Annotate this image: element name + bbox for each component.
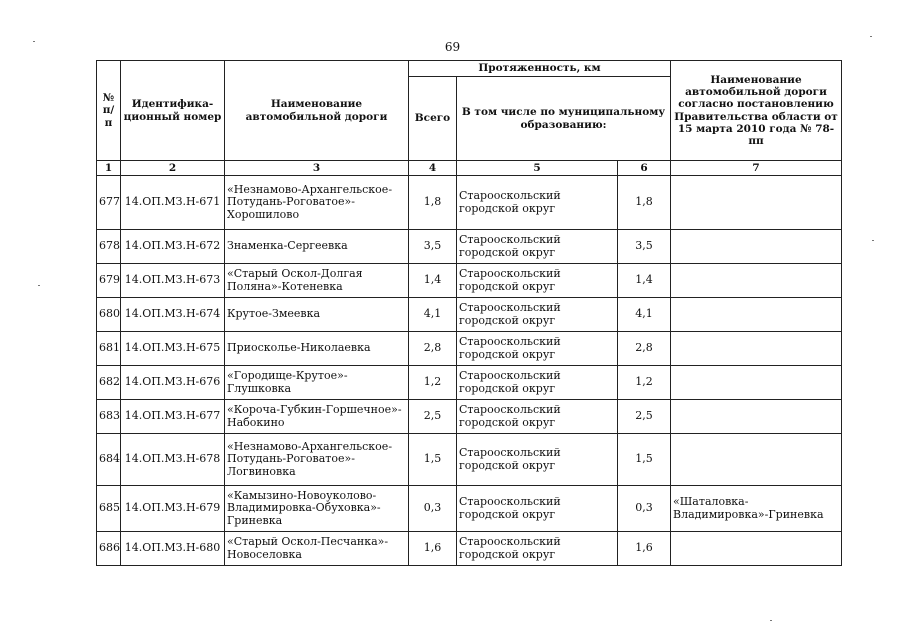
row-length: 0,3	[618, 486, 671, 532]
row-municipality: Старооскольский городской округ	[457, 230, 618, 264]
row-municipality: Старооскольский городской округ	[457, 434, 618, 486]
row-road-name: Знаменка-Сергеевка	[225, 230, 409, 264]
table-row	[97, 230, 842, 264]
column-number: 1	[97, 161, 121, 176]
row-id: 14.ОП.МЗ.Н-676	[121, 366, 225, 400]
row-prev-name: «Шаталовка-Владимировка»-Гриневка	[671, 486, 842, 532]
table-row	[97, 366, 842, 400]
row-road-name: «Камызино-Новоуколово-Владимировка-Обуховка»-Гриневка	[225, 486, 409, 532]
row-prev-name	[671, 230, 842, 264]
row-no: 678	[97, 230, 121, 264]
row-id: 14.ОП.МЗ.Н-680	[121, 532, 225, 566]
row-municipality: Старооскольский городской округ	[457, 532, 618, 566]
row-id: 14.ОП.МЗ.Н-674	[121, 298, 225, 332]
header-length-group: Протяженность, км	[409, 61, 671, 77]
page-number: 69	[444, 40, 461, 54]
row-id: 14.ОП.МЗ.Н-671	[121, 176, 225, 230]
row-total: 1,6	[409, 532, 457, 566]
row-total: 2,8	[409, 332, 457, 366]
row-no: 684	[97, 434, 121, 486]
row-id: 14.ОП.МЗ.Н-677	[121, 400, 225, 434]
row-no: 679	[97, 264, 121, 298]
row-total: 1,2	[409, 366, 457, 400]
scan-speck	[38, 285, 40, 286]
table-row	[97, 486, 842, 532]
row-length: 2,8	[618, 332, 671, 366]
row-road-name: «Старый Оскол-Песчанка»-Новоселовка	[225, 532, 409, 566]
row-prev-name	[671, 400, 842, 434]
header-no: № п/п	[97, 61, 121, 161]
scan-speck	[872, 240, 874, 241]
row-length: 1,5	[618, 434, 671, 486]
row-municipality: Старооскольский городской округ	[457, 486, 618, 532]
row-road-name: «Короча-Губкин-Горшечное»-Набокино	[225, 400, 409, 434]
row-length: 2,5	[618, 400, 671, 434]
row-id: 14.ОП.МЗ.Н-679	[121, 486, 225, 532]
row-length: 1,2	[618, 366, 671, 400]
table-row	[97, 264, 842, 298]
row-length: 4,1	[618, 298, 671, 332]
row-id: 14.ОП.МЗ.Н-673	[121, 264, 225, 298]
row-prev-name	[671, 264, 842, 298]
row-total: 3,5	[409, 230, 457, 264]
row-municipality: Старооскольский городской округ	[457, 400, 618, 434]
row-no: 677	[97, 176, 121, 230]
scan-speck	[33, 41, 35, 42]
header-id: Идентифика-ционный номер	[121, 61, 225, 161]
row-id: 14.ОП.МЗ.Н-678	[121, 434, 225, 486]
row-no: 683	[97, 400, 121, 434]
row-prev-name	[671, 332, 842, 366]
header-municipal: В том числе по муниципальному образованию:	[457, 77, 671, 161]
row-no: 682	[97, 366, 121, 400]
header-total: Всего	[409, 77, 457, 161]
row-no: 680	[97, 298, 121, 332]
row-no: 685	[97, 486, 121, 532]
column-number: 3	[225, 161, 409, 176]
row-length: 3,5	[618, 230, 671, 264]
row-total: 2,5	[409, 400, 457, 434]
row-road-name: Крутое-Змеевка	[225, 298, 409, 332]
row-total: 1,4	[409, 264, 457, 298]
row-prev-name	[671, 434, 842, 486]
row-length: 1,6	[618, 532, 671, 566]
row-length: 1,8	[618, 176, 671, 230]
table-row	[97, 176, 842, 230]
row-municipality: Старооскольский городской округ	[457, 176, 618, 230]
row-total: 4,1	[409, 298, 457, 332]
table-body	[97, 176, 842, 566]
row-length: 1,4	[618, 264, 671, 298]
row-no: 681	[97, 332, 121, 366]
table-row	[97, 298, 842, 332]
column-number: 7	[671, 161, 842, 176]
table-row	[97, 332, 842, 366]
row-municipality: Старооскольский городской округ	[457, 332, 618, 366]
column-number: 5	[457, 161, 618, 176]
row-total: 1,5	[409, 434, 457, 486]
table-row	[97, 434, 842, 486]
table-row	[97, 532, 842, 566]
column-number: 2	[121, 161, 225, 176]
row-municipality: Старооскольский городской округ	[457, 264, 618, 298]
row-total: 1,8	[409, 176, 457, 230]
column-numbers-row	[97, 161, 842, 176]
roads-table	[96, 60, 842, 566]
row-no: 686	[97, 532, 121, 566]
header-prev-name: Наименование автомобильной дороги согласно постановлению Правительства области от 15 марта 2010 года № 78-пп	[671, 61, 842, 161]
row-municipality: Старооскольский городской округ	[457, 366, 618, 400]
row-road-name: «Старый Оскол-Долгая Поляна»-Котеневка	[225, 264, 409, 298]
row-municipality: Старооскольский городской округ	[457, 298, 618, 332]
row-road-name: Приосколье-Николаевка	[225, 332, 409, 366]
scan-speck	[870, 36, 872, 37]
row-prev-name	[671, 532, 842, 566]
row-id: 14.ОП.МЗ.Н-675	[121, 332, 225, 366]
row-road-name: «Городище-Крутое»-Глушковка	[225, 366, 409, 400]
row-road-name: «Незнамово-Архангельское-Потудань-Роговатое»-Логвиновка	[225, 434, 409, 486]
header-road-name: Наименование автомобильной дороги	[225, 61, 409, 161]
row-prev-name	[671, 366, 842, 400]
row-id: 14.ОП.МЗ.Н-672	[121, 230, 225, 264]
row-prev-name	[671, 298, 842, 332]
column-number: 4	[409, 161, 457, 176]
row-total: 0,3	[409, 486, 457, 532]
table-row	[97, 400, 842, 434]
row-prev-name	[671, 176, 842, 230]
column-number: 6	[618, 161, 671, 176]
row-road-name: «Незнамово-Архангельское-Потудань-Роговатое»-Хорошилово	[225, 176, 409, 230]
scan-speck	[770, 620, 772, 621]
